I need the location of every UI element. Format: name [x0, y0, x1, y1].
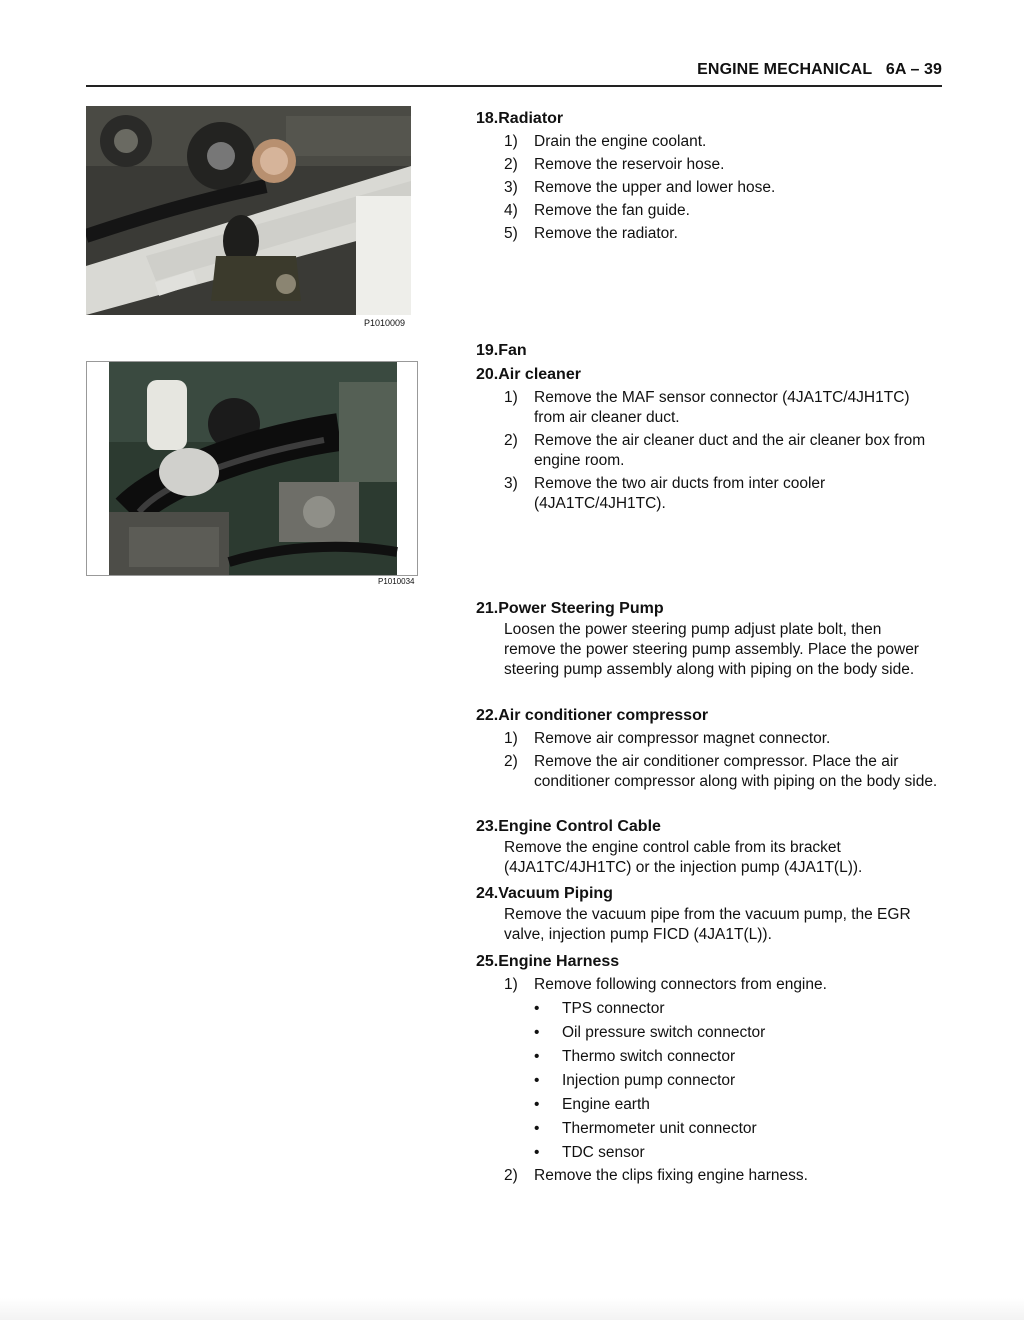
step-item — [476, 431, 929, 471]
section-engine-control-cable — [476, 816, 956, 878]
step-number: 1) — [504, 389, 518, 406]
header-title: ENGINE MECHANICAL — [697, 61, 873, 78]
step-text: Remove the clips fixing engine harness. — [534, 1167, 808, 1184]
list-item — [476, 999, 956, 1019]
list-item — [476, 1119, 956, 1139]
step-item — [476, 1166, 956, 1186]
section-title: 22.Air conditioner compressor — [476, 707, 709, 724]
step-text: Remove the radiator. — [534, 225, 678, 242]
step-item — [476, 155, 956, 175]
step-number: 3) — [504, 179, 518, 196]
step-text: Remove the two air ducts from inter cooler (4JA1TC/4JH1TC). — [534, 475, 826, 512]
section-air-conditioner-compressor — [476, 705, 956, 792]
section-paragraph: Loosen the power steering pump adjust plate bolt, then remove the power steering pump assembly. Place the power steering pump assembly along with piping on the body side. — [504, 621, 919, 678]
page-header — [86, 60, 942, 87]
list-item — [476, 1023, 956, 1043]
step-item — [476, 224, 956, 244]
section-title: 19.Fan — [476, 342, 527, 359]
step-item — [476, 729, 956, 749]
bullet-text: Engine earth — [562, 1096, 650, 1113]
step-list — [476, 975, 956, 995]
section-title: 24.Vacuum Piping — [476, 885, 613, 902]
step-number: 2) — [504, 753, 518, 770]
step-item — [476, 132, 956, 152]
bullet-icon: • — [534, 1144, 540, 1161]
bullet-icon: • — [534, 1000, 540, 1017]
step-list — [476, 388, 956, 514]
air-cleaner-photo — [86, 361, 418, 576]
bullet-text: Thermo switch connector — [562, 1048, 736, 1065]
section-title: 23.Engine Control Cable — [476, 818, 661, 835]
header-text — [697, 61, 942, 79]
section-power-steering-pump — [476, 598, 956, 680]
bullet-text: Injection pump connector — [562, 1072, 736, 1089]
step-text: Remove the air conditioner compressor. Place the air conditioner compressor along with piping on the body side. — [534, 753, 938, 790]
page-number: 6A – 39 — [885, 61, 942, 78]
step-number: 3) — [504, 475, 518, 492]
section-fan — [476, 340, 956, 361]
page-bottom-edge — [0, 1298, 1024, 1320]
section-radiator — [476, 108, 956, 244]
step-number: 2) — [504, 1167, 518, 1184]
step-number: 2) — [504, 432, 518, 449]
section-title: 21.Power Steering Pump — [476, 600, 664, 617]
section-paragraph: Remove the vacuum pipe from the vacuum pump, the EGR valve, injection pump FICD (4JA1T(L)). — [504, 906, 911, 943]
bullet-text: TPS connector — [562, 1000, 665, 1017]
step-number: 1) — [504, 976, 518, 993]
section-title: 25.Engine Harness — [476, 953, 620, 970]
step-text: Remove air compressor magnet connector. — [534, 730, 831, 747]
step-number: 4) — [504, 202, 518, 219]
step-item — [476, 178, 956, 198]
bullet-icon: • — [534, 1024, 540, 1041]
list-item — [476, 1071, 956, 1091]
bullet-icon: • — [534, 1120, 540, 1137]
radiator-photo — [86, 106, 411, 315]
step-text: Remove following connectors from engine. — [534, 976, 827, 993]
bullet-icon: • — [534, 1072, 540, 1089]
step-number: 2) — [504, 156, 518, 173]
step-item — [476, 752, 944, 792]
step-item — [476, 975, 956, 995]
figure-caption-1: P1010009 — [364, 318, 406, 328]
list-item — [476, 1095, 956, 1115]
section-title: 20.Air cleaner — [476, 366, 581, 383]
list-item — [476, 1047, 956, 1067]
step-list — [476, 729, 956, 792]
step-text: Remove the MAF sensor connector (4JA1TC/4JH1TC) from air cleaner duct. — [534, 389, 910, 426]
section-vacuum-piping — [476, 883, 956, 945]
section-air-cleaner — [476, 364, 956, 514]
step-item — [476, 474, 864, 514]
step-list — [476, 132, 956, 244]
bullet-icon: • — [534, 1096, 540, 1113]
step-text: Remove the reservoir hose. — [534, 156, 725, 173]
bullet-text: TDC sensor — [562, 1144, 645, 1161]
step-list — [476, 1166, 956, 1186]
connector-list — [476, 999, 956, 1163]
step-number: 1) — [504, 133, 518, 150]
list-item — [476, 1143, 956, 1163]
step-item — [476, 201, 956, 221]
step-text: Remove the fan guide. — [534, 202, 690, 219]
step-item — [476, 388, 944, 428]
step-number: 5) — [504, 225, 518, 242]
bullet-text: Thermometer unit connector — [562, 1120, 757, 1137]
bullet-icon: • — [534, 1048, 540, 1065]
figure-caption-2: P1010034 — [378, 577, 415, 586]
section-engine-harness — [476, 951, 956, 1186]
step-text: Remove the upper and lower hose. — [534, 179, 776, 196]
section-title: 18.Radiator — [476, 110, 564, 127]
step-number: 1) — [504, 730, 518, 747]
bullet-text: Oil pressure switch connector — [562, 1024, 766, 1041]
step-text: Remove the air cleaner duct and the air cleaner box from engine room. — [534, 432, 926, 469]
section-paragraph: Remove the engine control cable from its bracket (4JA1TC/4JH1TC) or the injection pump (4JA1T(L)). — [504, 839, 863, 876]
step-text: Drain the engine coolant. — [534, 133, 707, 150]
